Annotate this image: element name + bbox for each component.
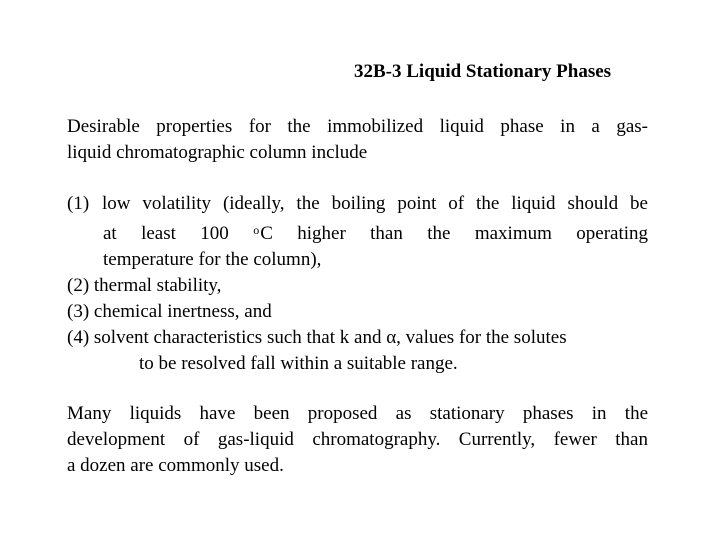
list-item-1 bbox=[67, 191, 648, 273]
list-item-4-line-1: (4) solvent characteristics such that k and α, values for the solutes bbox=[67, 327, 567, 348]
closing-paragraph bbox=[67, 401, 648, 479]
page-title: 32B-3 Liquid Stationary Phases bbox=[354, 61, 612, 82]
list-item-2: (2) thermal stability, bbox=[67, 275, 222, 296]
closing-line-1: Many liquids have been proposed as stationary phases in the bbox=[67, 403, 648, 424]
list-item-1-number: (1) bbox=[67, 193, 90, 214]
list-item-3: (3) chemical inertness, and bbox=[67, 301, 272, 322]
intro-line-2: liquid chromatographic column include bbox=[67, 142, 368, 163]
closing-line-3: a dozen are commonly used. bbox=[67, 455, 284, 476]
list-item-4 bbox=[67, 325, 648, 377]
list-item-1-line-2-pre: at least 100 bbox=[103, 223, 229, 244]
list-item-1-line-2-post: C higher than the maximum operating bbox=[260, 223, 649, 244]
list-item-1-line-1: low volatility (ideally, the boiling point of the liquid should be bbox=[102, 193, 648, 214]
list-item-4-line-2: to be resolved fall within a suitable range. bbox=[139, 353, 458, 374]
properties-list bbox=[67, 191, 648, 377]
degree-symbol: o bbox=[253, 223, 260, 237]
list-item-1-line-3: temperature for the column), bbox=[103, 249, 322, 270]
closing-line-2: development of gas-liquid chromatography. Currently, fewer than bbox=[67, 429, 648, 450]
intro-line-1: Desirable properties for the immobilized liquid phase in a gas- bbox=[67, 116, 648, 137]
list-item-1-line-2 bbox=[67, 217, 648, 247]
intro-paragraph bbox=[67, 114, 648, 166]
